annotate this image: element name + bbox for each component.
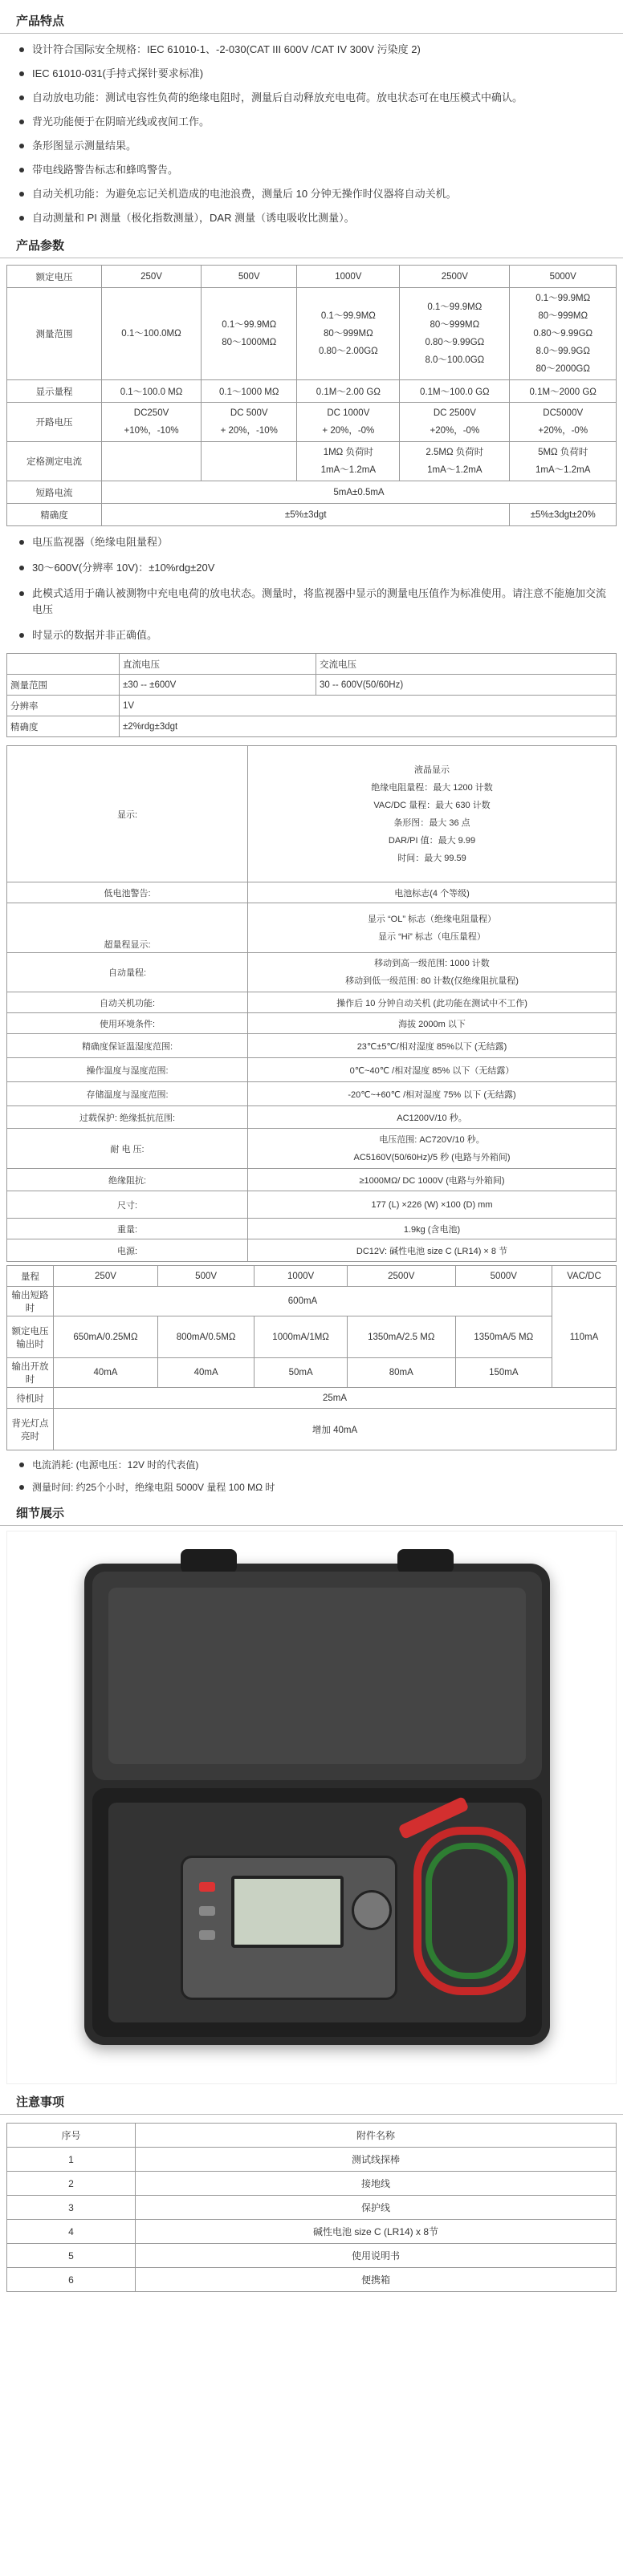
feature-item: 带电线路警告标志和蜂鸣警告。: [16, 162, 607, 178]
params-title: 产品参数: [0, 234, 623, 258]
table-row: 显示: 液晶显示 绝缘电阻量程：最大 1200 计数 VAC/DC 量程：最大 630 计数 条形图：最大 36 点 DAR/PI 值：最大 9.99 时间：最大 99.59: [7, 746, 617, 882]
meter-button: [199, 1930, 215, 1940]
range-cell: 0.1～99.9MΩ 80～999MΩ 0.80～9.99GΩ 8.0～99.9GΩ 80～2000GΩ: [510, 288, 617, 380]
table-row: 输出开放时 40mA 40mA 50mA 80mA 150mA: [7, 1358, 617, 1388]
carrying-case: [84, 1564, 550, 2045]
table-row: 精确度保证温湿度范围: 23℃±5℃/相对湿度 85%以下 (无结露): [7, 1034, 617, 1058]
range-cell: 0.1～99.9MΩ 80～1000MΩ: [202, 288, 297, 380]
voltmeter-item: 电压监视器（绝缘电阻量程）: [16, 534, 607, 550]
table-row: 重量: 1.9kg (含电池): [7, 1219, 617, 1239]
table-row: 低电池警告: 电池标志(4 个等级): [7, 882, 617, 903]
table-row: 操作温度与湿度范围: 0℃~40℃ /相对湿度 85% 以下（无结露）: [7, 1058, 617, 1082]
feature-item: 设计符合国际安全规格：IEC 61010-1、-2-030(CAT III 600V /CAT IV 300V 污染度 2): [16, 42, 607, 58]
range-cell: 0.1～100.0MΩ: [102, 288, 202, 380]
features-list: [0, 34, 623, 226]
table-row: 尺寸: 177 (L) ×226 (W) ×100 (D) mm: [7, 1191, 617, 1219]
table-row: 3 保护线: [7, 2196, 617, 2220]
range-cell: 0.1～99.9MΩ 80～999MΩ 0.80～9.99GΩ 8.0～100.0GΩ: [400, 288, 510, 380]
voltmeter-item: 此模式适用于确认被测物中充电电荷的放电状态。测量时，将监视器中显示的测量电压值作为标准使用。请注意不能施加交流电压: [16, 586, 607, 618]
detail-title: 细节展示: [0, 1502, 623, 1526]
feature-item: 自动放电功能：测试电容性负荷的绝缘电阻时，测量后自动释放充电电荷。放电状态可在电压模式中确认。: [16, 90, 607, 106]
voltmeter-item: 30～600V(分辨率 10V)：±10%rdg±20V: [16, 560, 607, 576]
table-row: 开路电压 DC250V +10%，-10% DC 500V + 20%，-10% DC 1000V + 20%，-0% DC 2500V +20%，-0% DC5000V +20%，-0%: [7, 403, 617, 442]
table-row: 1 测试线探棒: [7, 2148, 617, 2172]
table-row: 精确度 ±5%±3dgt ±5%±3dgt±20%: [7, 504, 617, 526]
case-lid: [92, 1572, 542, 1780]
table-row: 量程 250V 500V 1000V 2500V 5000V VAC/DC: [7, 1266, 617, 1287]
table-row: 使用环境条件: 海拔 2000m 以下: [7, 1013, 617, 1034]
table-row: 4 碱性电池 size C (LR14) x 8节: [7, 2220, 617, 2244]
table-row: 自动量程: 移动到高一级范围: 1000 计数 移动到低一级范围: 80 计数(仅绝缘阻抗量程): [7, 953, 617, 992]
note-item: 测量时间: 约25个小时，绝缘电阻 5000V 量程 100 MΩ 时: [16, 1479, 607, 1495]
meter-button: [199, 1882, 215, 1892]
case-handle: [181, 1549, 237, 1573]
green-test-lead: [426, 1843, 514, 1979]
feature-item: 自动关机功能：为避免忘记关机造成的电池浪费，测量后 10 分钟无操作时仪器将自动关机。: [16, 186, 607, 202]
voltmeter-list: [0, 526, 623, 643]
table-row: 直流电压 交流电压: [7, 654, 617, 675]
feature-item: 自动测量和 PI 测量（极化指数测量），DAR 测量（诱电吸收比测量）。: [16, 210, 607, 226]
case-handle: [397, 1549, 454, 1573]
note-item: 电流消耗: (电源电压：12V 时的代表值): [16, 1457, 607, 1473]
table-row: 序号 附件名称: [7, 2124, 617, 2148]
range-cell: 0.1～99.9MΩ 80～999MΩ 0.80～2.00GΩ: [297, 288, 400, 380]
product-photo: [6, 1531, 617, 2084]
voltmeter-item: 时显示的数据并非正确值。: [16, 627, 607, 643]
table-row: 短路电流 5mA±0.5mA: [7, 481, 617, 504]
table-row: 过载保护: 绝缘抵抗范围: AC1200V/10 秒。: [7, 1106, 617, 1129]
feature-item: IEC 61010-031(手持式探针要求标准): [16, 66, 607, 82]
meter-screen: [231, 1876, 344, 1948]
table-row: 额定电压 250V 500V 1000V 2500V 5000V: [7, 266, 617, 288]
table-row: 精确度 ±2%rdg±3dgt: [7, 716, 617, 737]
specs-table: [6, 745, 617, 1262]
feature-item: 条形图显示测量结果。: [16, 138, 607, 154]
table-row: 分辨率 1V: [7, 696, 617, 716]
feature-item: 背光功能便于在阴暗光线或夜间工作。: [16, 114, 607, 130]
table-row: 定格测定电流 1MΩ 负荷时 1mA～1.2mA 2.5MΩ 负荷时 1mA～1.2mA 5MΩ 负荷时 1mA～1.2mA: [7, 442, 617, 481]
voltage-table: [6, 653, 617, 737]
accessories-title: 注意事项: [0, 2091, 623, 2115]
table-row: 测量范围 ±30 -- ±600V 30 -- 600V(50/60Hz): [7, 675, 617, 696]
table-row: 背光灯点亮时 增加 40mA: [7, 1409, 617, 1450]
insulation-tester: [181, 1856, 397, 2000]
meter-knob: [352, 1890, 392, 1930]
table-row: 测量范围 0.1～100.0MΩ 0.1～99.9MΩ 80～1000MΩ 0.1～99.9MΩ 80～999MΩ 0.80～2.00GΩ 0.1～99.9MΩ 80～999MΩ 0.80～9.99GΩ 8.0～100.0GΩ 0.1～99.9MΩ 80～999MΩ 0.80～9.99GΩ 8.0～99.9GΩ 80～2000GΩ: [7, 288, 617, 380]
accessories-table: [6, 2123, 617, 2292]
case-foam: [108, 1803, 526, 2022]
table-row: 电源: DC12V: 碱性电池 size C (LR14) × 8 节: [7, 1239, 617, 1262]
table-row: 额定电压输出时 650mA/0.25MΩ 800mA/0.5MΩ 1000mA/1MΩ 1350mA/2.5 MΩ 1350mA/5 MΩ: [7, 1316, 617, 1358]
features-title: 产品特点: [0, 10, 623, 34]
table-row: 显示量程 0.1～100.0 MΩ 0.1～1000 MΩ 0.1M～2.00 GΩ 0.1M～100.0 GΩ 0.1M～2000 GΩ: [7, 380, 617, 403]
notes-list: [0, 1450, 623, 1495]
table-row: 耐 电 压: 电压范围: AC720V/10 秒。 AC5160V(50/60Hz)/5 秒 (电路与外箱间): [7, 1129, 617, 1169]
table-row: 自动关机功能: 操作后 10 分钟自动关机 (此功能在测试中不工作): [7, 992, 617, 1013]
table-row: 待机时 25mA: [7, 1388, 617, 1409]
table-row: 绝缘阻抗: ≥1000MΩ/ DC 1000V (电路与外箱间): [7, 1169, 617, 1191]
case-base: [92, 1788, 542, 2037]
table-row: 2 接地线: [7, 2172, 617, 2196]
current-table: [6, 1265, 617, 1450]
table-row: 6 便携箱: [7, 2268, 617, 2292]
params-table: [6, 265, 617, 526]
meter-button: [199, 1906, 215, 1916]
table-row: 存储温度与湿度范围: -20℃~+60℃ /相对湿度 75% 以下 (无结露): [7, 1082, 617, 1106]
table-row: 5 使用说明书: [7, 2244, 617, 2268]
table-row: 输出短路时 600mA 110mA: [7, 1287, 617, 1316]
table-row: 超量程显示: 显示 “OL” 标志（绝缘电阻量程） 显示 “Hi” 标志（电压量程）: [7, 903, 617, 953]
